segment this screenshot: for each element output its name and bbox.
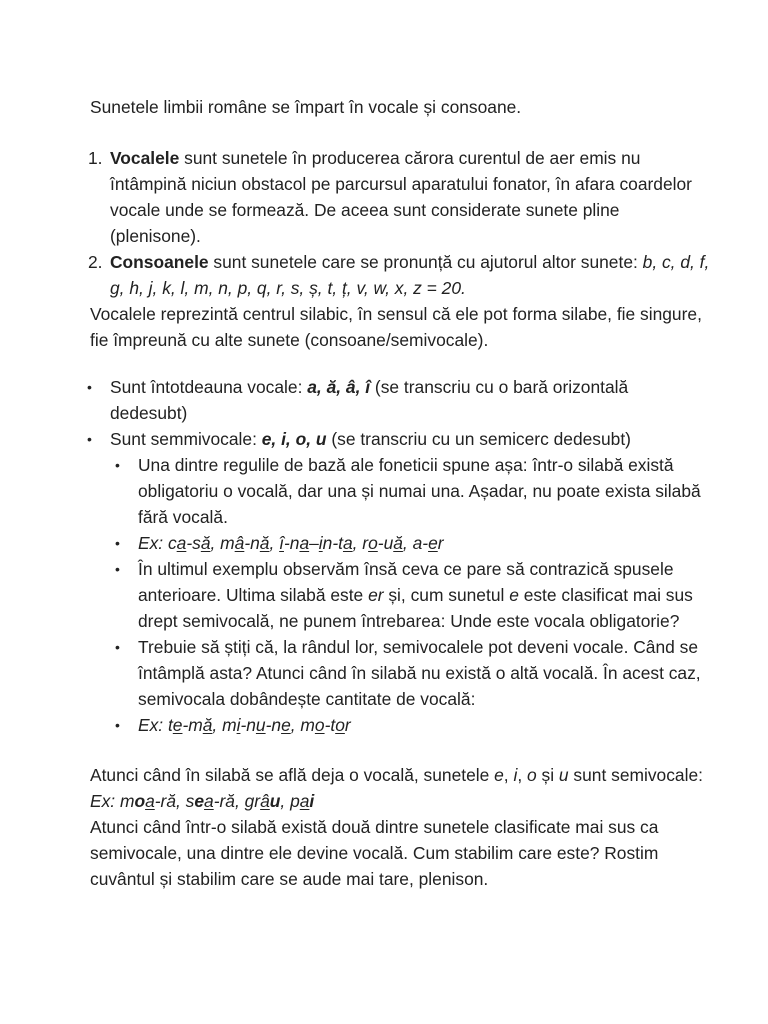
bullet-icon: • — [115, 535, 120, 551]
tail-paragraph: Ex: moa-ră, sea-ră, grâu, pai — [90, 791, 315, 811]
bullet-icon: • — [87, 379, 92, 395]
numbered-item: 2. Consoanele sunt sunetele care se pronunță cu ajutorul altor sunete: b, c, d, f, g, h, j, k, l, m, n, p, q, r, s, ș, t, ț, v, w, x, z = 20. — [90, 249, 710, 301]
bullet-icon: • — [115, 457, 120, 473]
bullet-icon: • — [115, 639, 120, 655]
bullet-item: • Trebuie să știți că, la rândul lor, semivocalele pot deveni vocale. Când se întâmplă asta? Atunci când în silabă nu există o altă vocală. În acest caz, semivocala dobândește cantitate de vocală: — [118, 634, 710, 712]
bullet-icon: • — [115, 561, 120, 577]
bullet-icon: • — [115, 717, 120, 733]
intro-text: Sunetele limbii române se împart în vocale și consoane. — [90, 97, 522, 117]
bullet-icon: • — [87, 431, 92, 447]
bullet-item: • Ex: te-mă, mi-nu-ne, mo-tor — [118, 712, 710, 738]
intro-paragraph — [90, 94, 710, 120]
tail-paragraphs — [90, 762, 710, 892]
bullet-list — [87, 374, 710, 738]
bullet-item: • Ex: ca-să, mâ-nă, î-na–in-ta, ro-uă, a-er — [118, 530, 710, 556]
list-number: 2. — [88, 252, 103, 272]
centrul-silabic-paragraph — [90, 301, 710, 353]
list-number: 1. — [88, 148, 103, 168]
bullet-item: • Sunt întotdeauna vocale: a, ă, â, î (se transcriu cu o bară orizontală dedesubt) — [90, 374, 710, 426]
numbered-list — [90, 145, 710, 301]
tail-paragraph: Atunci când într-o silabă există două dintre sunetele clasificate mai sus ca semivocale, una dintre ele devine vocală. Cum stabilim care este? Rostim cuvântul și stabilim care se aude mai tare, plenison. — [90, 817, 659, 889]
sub-bullet-list — [115, 452, 710, 738]
bullet-item: • Sunt semmivocale: e, i, o, u (se transcriu cu un semicerc dedesubt) — [90, 426, 710, 452]
centrul-silabic-text: Vocalele reprezintă centrul silabic, în sensul că ele pot forma silabe, fie singure, fie împreună cu alte sunete (consoane/semivocale). — [90, 304, 702, 350]
bullet-item: • În ultimul exemplu observăm însă ceva ce pare să contrazică spusele anterioare. Ultima silabă este er și, cum sunetul e este clasificat mai sus drept semivocală, ne punem întrebarea: Unde este vocala obligatorie? — [118, 556, 710, 634]
numbered-item: 1. Vocalele sunt sunetele în producerea cărora curentul de aer emis nu întâmpină niciun obstacol pe parcursul aparatului fonator, în afara coardelor vocale unde se formează. De aceea sunt considerate sunete pline (plenisone). — [90, 145, 710, 249]
tail-paragraph: Atunci când în silabă se află deja o vocală, sunetele e, i, o și u sunt semivocale: — [90, 765, 703, 785]
bullet-item: • Una dintre regulile de bază ale foneticii spune așa: într-o silabă există obligatoriu o vocală, dar una și numai una. Așadar, nu poate exista silabă fără vocală. — [118, 452, 710, 530]
